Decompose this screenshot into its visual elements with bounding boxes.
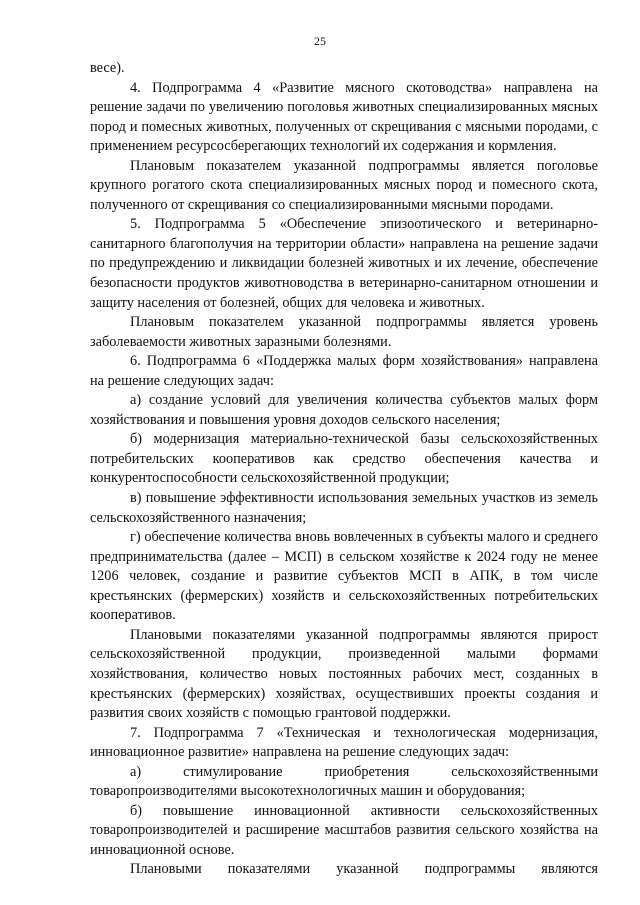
paragraph-task-7a: а) стимулирование приобретения сельскохозяйственными товаропроизводителями высокотехнологичных машин и оборудования;: [90, 763, 598, 800]
paragraph-subprogram-5: 5. Подпрограмма 5 «Обеспечение эпизоотического и ветеринарно-санитарного благополучия на территории области» направлена на решение задачи по предупреждению и ликвидации болезней животных и их лечение, обеспечение безопасности продуктов животноводства в ветеринарно-санитарном отношении и защиту населения от болезней, общих для человека и животных.: [90, 216, 598, 311]
paragraph-task-6b: б) модернизация материально-технической базы сельскохозяйственных потребительских кооперативов как средство обеспечения качества и конкурентоспособности сельскохозяйственной продукции;: [90, 431, 598, 487]
paragraph-indicator-7: Плановыми показателями указанной подпрограммы являются: [130, 861, 598, 878]
paragraph-task-6g: г) обеспечение количества вновь вовлеченных в субъекты малого и среднего предпринимательства (далее – МСП) в сельском хозяйстве к 2024 году не менее 1206 человек, создание и развитие субъектов МСП в АПК, в том числе крестьянских (фермерских) хозяйств и сельскохозяйственных потребительских кооперативов.: [90, 529, 598, 624]
paragraph-subprogram-6: 6. Подпрограмма 6 «Поддержка малых форм хозяйствования» направлена на решение следующих задач:: [90, 353, 598, 389]
paragraph-indicator-4: Плановым показателем указанной подпрограммы является поголовье крупного рогатого скота специализированных мясных пород и помесного скота, полученного от скрещивания со специализированными мясными породами.: [90, 157, 598, 213]
paragraph-continuation: весе).: [90, 60, 125, 76]
paragraph-indicator-6: Плановыми показателями указанной подпрограммы являются прирост сельскохозяйственной продукции, произведенной малыми формами хозяйствования, количество новых постоянных рабочих мест, созданных в крестьянских (фермерских) хозяйствах, осуществивших проекты создания и развития своих хозяйств с помощью грантовой поддержки.: [90, 626, 598, 722]
paragraph-task-6v: в) повышение эффективности использования земельных участков из земель сельскохозяйственного назначения;: [90, 490, 598, 526]
paragraph-indicator-5: Плановым показателем указанной подпрограммы является уровень заболеваемости животных заразными болезнями.: [90, 314, 598, 350]
paragraph-task-7b: б) повышение инновационной активности сельскохозяйственных товаропроизводителей и расширение масштабов развития сельского хозяйства на инновационной основе.: [90, 802, 598, 858]
paragraph-task-6a: а) создание условий для увеличения количества субъектов малых форм хозяйствования и повышения уровня доходов сельского населения;: [90, 392, 598, 428]
paragraph-subprogram-4: 4. Подпрограмма 4 «Развитие мясного скотоводства» направлена на решение задачи по увеличению поголовья животных специализированных мясных пород и помесных животных, полученных от скрещивания с мясными породами, с применением ресурсосберегающих технологий их содержания и кормления.: [90, 79, 598, 155]
paragraph-subprogram-7: 7. Подпрограмма 7 «Техническая и технологическая модернизация, инновационное развитие» направлена на решение следующих задач:: [90, 724, 598, 761]
page-number: 25: [314, 34, 326, 48]
document-body: [90, 59, 598, 880]
